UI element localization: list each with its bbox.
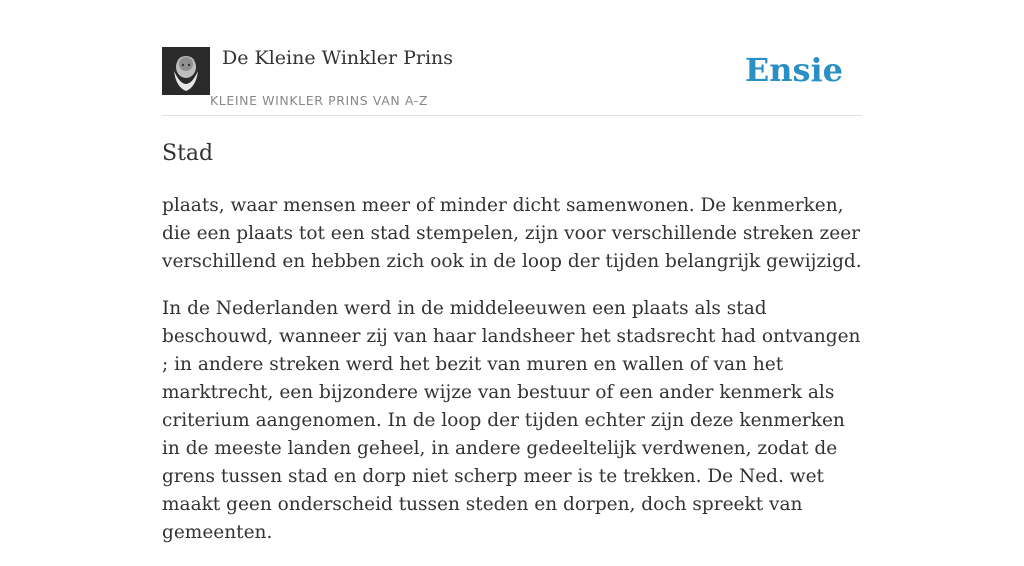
- source-title[interactable]: De Kleine Winkler Prins: [222, 47, 454, 69]
- source-header: [162, 0, 862, 116]
- article-body: [162, 192, 862, 566]
- page: [162, 0, 862, 543]
- bearded-man-portrait-icon: [162, 47, 210, 95]
- article-paragraph: In de Nederlanden werd in de middeleeuwen een plaats als stad beschouwd, wanneer zij van haar landsheer het stadsrecht had ontvangen ; in andere streken werd het bezit van muren en wallen of van het marktrecht, een bijzondere wijze van bestuur of een ander kenmerk als criterium aangenomen. In de loop der tijden echter zijn deze kenmerken in de meeste landen geheel, in andere gedeeltelijk verdwenen, zodat de grens tussen stad en dorp niet scherp meer is te trekken. De Ned. wet maakt geen onderscheid tussen steden en dorpen, doch spreekt van gemeenten.: [162, 298, 861, 543]
- article-paragraph: plaats, waar mensen meer of minder dicht samenwonen. De kenmerken, die een plaats tot een stad stempelen, zijn voor verschillende streken zeer verschillend en hebben zich ook in de loop der tijden belangrijk gewijzigd.: [162, 195, 862, 272]
- article-title: Stad: [162, 141, 214, 166]
- brand-logo[interactable]: Ensie: [744, 51, 843, 89]
- avatar[interactable]: [162, 47, 210, 95]
- source-subtitle[interactable]: KLEINE WINKLER PRINS VAN A-Z: [210, 93, 429, 108]
